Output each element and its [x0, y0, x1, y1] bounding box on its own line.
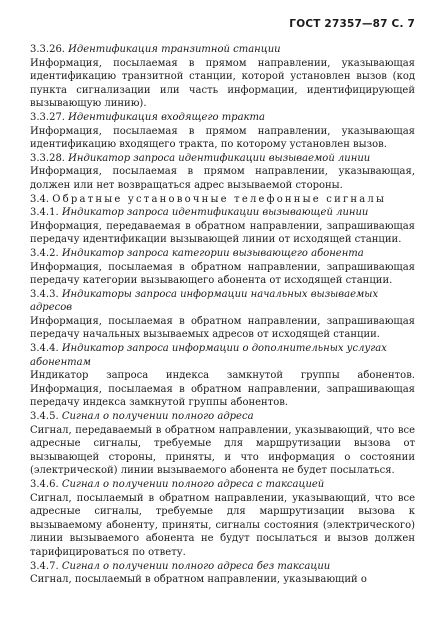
section: [30, 247, 415, 288]
section-number: 3.4.3.: [30, 288, 62, 300]
section: [30, 111, 415, 152]
section: [30, 193, 415, 207]
section-title: Индикатор запроса идентификации вызывающей линии: [61, 207, 369, 219]
section-heading: [30, 288, 415, 315]
section-title: Сигнал о получении полного адреса с таксацией: [61, 479, 325, 490]
section: [30, 342, 415, 410]
section-heading: [30, 152, 415, 166]
section-text: Информация, посылаемая в прямом направлении, указывающая идентификацию транзитной станции, которой установлен вызов (код пункта сигнализации или часть информации, идентифицирующей вызывающую линию).: [30, 57, 415, 110]
section-number: 3.4.6.: [30, 479, 62, 490]
section-number: 3.3.26.: [30, 44, 69, 55]
section-title: Сигнал о получении полного адреса: [61, 411, 254, 423]
section-title: Идентификация входящего тракта: [68, 111, 265, 123]
section-title: Индикатор запроса информации о дополнительных услугах абонентам: [30, 343, 387, 368]
section: [30, 152, 415, 193]
section-number: 3.3.28.: [30, 152, 69, 164]
section-title: Сигнал о получении полного адреса без таксации: [61, 560, 331, 572]
section: [30, 410, 415, 478]
section-text: Индикатор запроса индекса замкнутой группы абонентов. Информация, посылаемая в обратном направлении, запрашивающая передачу индекса замкнутой группы абонентов.: [30, 370, 415, 409]
section-heading: [30, 111, 415, 125]
section: [30, 43, 415, 111]
section-title: Индикаторы запроса информации начальных вызываемых адресов: [30, 288, 379, 314]
section-text: Информация, посылаемая в обратном направлении, запрашивающая передачу начальных вызываемых адресов от исходящей станции.: [30, 315, 415, 341]
section-heading: [30, 342, 415, 369]
section-title: Обратные установочные телефонные сигналы: [52, 193, 387, 205]
section-text: Информация, посылаемая в прямом направлении, указывающая, должен или нет возвращаться адрес вызываемой стороны.: [30, 166, 415, 191]
section-heading: [30, 206, 415, 220]
document-body: [30, 43, 415, 587]
section-heading: [30, 410, 415, 424]
section-number: 3.3.27.: [30, 111, 69, 123]
section-title: Идентификация транзитной станции: [68, 44, 281, 55]
section: [30, 560, 415, 587]
section-text: Сигнал, посылаемый в обратном направлении, указывающий, что все адресные сигналы, требуемые для маршрутизации вызова к вызываемому абоненту, приняты, сигналы состояния (электрического) линии вызываемого абонента не будут посылаться и вызов должен тарифицироваться по ответу.: [30, 492, 415, 558]
section-text: Информация, посылаемая в обратном направлении, запрашивающая передачу категории вызывающего абонента от исходящей станции.: [30, 261, 415, 287]
section-heading: [30, 247, 415, 261]
section-text: Информация, посылаемая в прямом направлении, указывающая идентификацию входящего тракта, по которому установлен вызов.: [30, 125, 415, 151]
section-number: 3.4.7.: [30, 560, 62, 572]
section-number: 3.4.2.: [30, 247, 62, 259]
section-heading: [30, 193, 415, 207]
section: [30, 478, 415, 560]
section-title: Индикатор запроса идентификации вызываемой линии: [68, 152, 371, 164]
section-text: Сигнал, посылаемый в обратном направлении, указывающий о: [30, 574, 367, 586]
section-heading: [30, 478, 415, 492]
section-text: Информация, передаваемая в обратном направлении, запрашивающая передачу идентификации вызывающей линии от исходящей станции.: [30, 220, 415, 246]
section-heading: [30, 560, 415, 574]
section: [30, 288, 415, 342]
section-number: 3.4.: [30, 193, 53, 205]
section-number: 3.4.5.: [30, 411, 62, 423]
section-number: 3.4.1.: [30, 207, 62, 219]
section-text: Сигнал, передаваемый в обратном направлении, указывающий, что все адресные сигналы, требуемые для маршрутизации вызова от вызывающей стороны, приняты, и что информация о состоянии (электрической) линии вызываемого абонента не будет посылаться.: [30, 424, 415, 477]
section: [30, 206, 415, 247]
section-heading: [30, 43, 415, 57]
section-number: 3.4.4.: [30, 343, 62, 355]
running-head: ГОСТ 27357—87 С. 7: [289, 18, 415, 30]
section-title: Индикатор запроса категории вызывающего абонента: [61, 247, 364, 259]
